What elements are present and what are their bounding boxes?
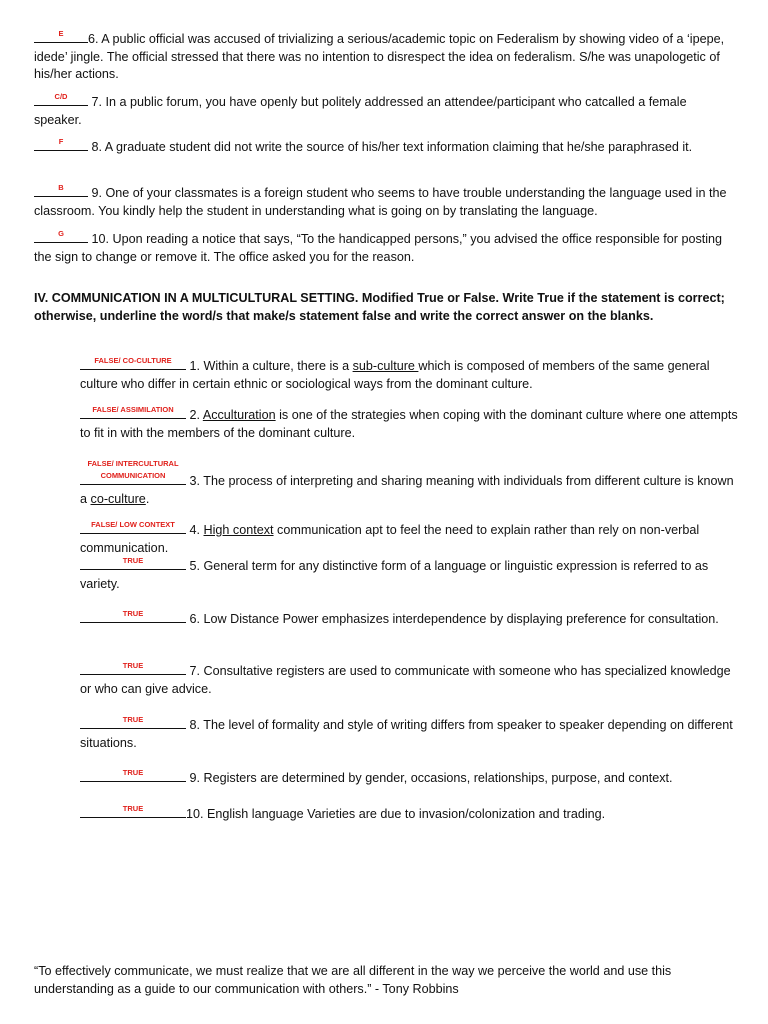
item-text: 5. General term for any distinctive form of a language or linguistic expression is referred to as variety. [80, 559, 709, 591]
item-text-rest: . [145, 491, 150, 506]
part3-item-7 [34, 91, 734, 129]
answer-blank [80, 714, 186, 729]
answer-blank [80, 355, 186, 370]
answer-blank [80, 404, 186, 419]
item-text: 4. [186, 523, 204, 537]
answer-blank [80, 608, 186, 623]
answer-text: F [58, 137, 64, 146]
answer-blank [80, 555, 186, 570]
answer-text: TRUE [122, 804, 144, 813]
answer-blank [80, 459, 186, 485]
part3-item-6 [34, 28, 734, 84]
item-text: 6. Low Distance Power emphasizes interdependence by displaying preference for consultation. [186, 612, 719, 626]
answer-blank [80, 660, 186, 675]
item-text: 6. A public official was accused of trivializing a serious/academic topic on Federalism by showing video of a ‘ipepe, idede’ jingle. The official stressed that there was no intention to disrespect the idea on federalism. S/he was unapologetic of his/her actions. [34, 32, 725, 81]
answer-blank [80, 803, 186, 818]
part4-item-5 [80, 555, 742, 593]
answer-text: FALSE/ CO-CULTURE [94, 356, 172, 365]
underlined-term: sub-culture [352, 359, 419, 373]
answer-text: FALSE/ LOW CONTEXT [91, 520, 175, 529]
part3-item-9 [34, 182, 734, 220]
answer-text: E [58, 29, 64, 38]
item-text-rest: communication apt to feel the need to explain rather than rely on non-verbal communication. [80, 523, 700, 555]
part4-item-9 [80, 767, 742, 788]
item-text-rest: which is composed of members of the same general culture who differ in certain ethnic or sociological ways from the dominant culture. [80, 359, 710, 391]
answer-blank [80, 519, 186, 534]
item-text: 9. One of your classmates is a foreign student who seems to have trouble understanding the language used in the classroom. You kindly help the student in understanding what is going on by translating the language. [34, 186, 727, 218]
item-text-rest: is one of the strategies when coping with the dominant culture where one attempts to fit in with the members of the dominant culture. [80, 408, 738, 440]
section-heading: IV. COMMUNICATION IN A MULTICULTURAL SETTING. Modified True or False. Write True if the statement is correct; otherwise, underline the word/s that make/s statement false and write the correct answer on the blanks. [34, 291, 725, 323]
item-text: 2. [186, 408, 203, 422]
item-text: 7. In a public forum, you have openly but politely addressed an attendee/participant who catcalled a female speaker. [34, 95, 687, 127]
item-text: 1. Within a culture, there is a [186, 359, 353, 373]
answer-text: C/D [54, 92, 68, 101]
answer-text: TRUE [122, 661, 144, 670]
item-text: 7. Consultative registers are used to communicate with someone who has specialized knowledge or who can give advice. [80, 664, 731, 696]
part4-item-2 [80, 404, 742, 442]
part3-item-10 [34, 228, 734, 266]
item-text: 9. Registers are determined by gender, occasions, relationships, purpose, and context. [186, 771, 673, 785]
part4-item-6 [80, 608, 742, 629]
item-text: 8. The level of formality and style of writing differs from speaker to speaker depending on different situations. [80, 718, 733, 750]
answer-text: FALSE/ INTERCULTURAL COMMUNICATION [87, 459, 179, 480]
part4-item-10 [80, 803, 742, 824]
answer-text: TRUE [122, 768, 144, 777]
answer-blank [80, 767, 186, 782]
answer-text: TRUE [122, 556, 144, 565]
underlined-term: co-culture [90, 491, 146, 506]
answer-text: G [58, 229, 64, 238]
answer-text: B [58, 183, 64, 192]
item-text: 10. Upon reading a notice that says, “To the handicapped persons,” you advised the office responsible for posting the sign to change or remove it. The office asked you for the reason. [34, 232, 723, 264]
underlined-term: Acculturation [202, 408, 276, 422]
answer-blank [34, 28, 88, 43]
part4-item-4 [80, 519, 742, 557]
item-text: 8. A graduate student did not write the source of his/her text information claiming that he/she paraphrased it. [88, 140, 693, 154]
item-text: 3. The process of interpreting and sharing meaning with individuals from different culture is known a [80, 474, 734, 506]
part3-item-8 [34, 136, 734, 157]
answer-text: TRUE [122, 715, 144, 724]
answer-text: FALSE/ ASSIMILATION [92, 405, 174, 414]
answer-blank [34, 136, 88, 151]
part4-item-8 [80, 714, 742, 752]
part4-item-7 [80, 660, 742, 698]
item-text: 10. English language Varieties are due to invasion/colonization and trading. [186, 807, 606, 821]
part4-item-3 [80, 459, 742, 508]
answer-blank [34, 182, 88, 197]
part4-item-1 [80, 355, 742, 393]
closing-quote: “To effectively communicate, we must realize that we are all different in the way we perceive the world and use this understanding as a guide to our communication with others.” - Tony Robbins [34, 964, 672, 996]
answer-blank [34, 91, 88, 106]
underlined-term: High context [203, 523, 274, 537]
answer-text: TRUE [122, 609, 144, 618]
answer-blank [34, 228, 88, 243]
